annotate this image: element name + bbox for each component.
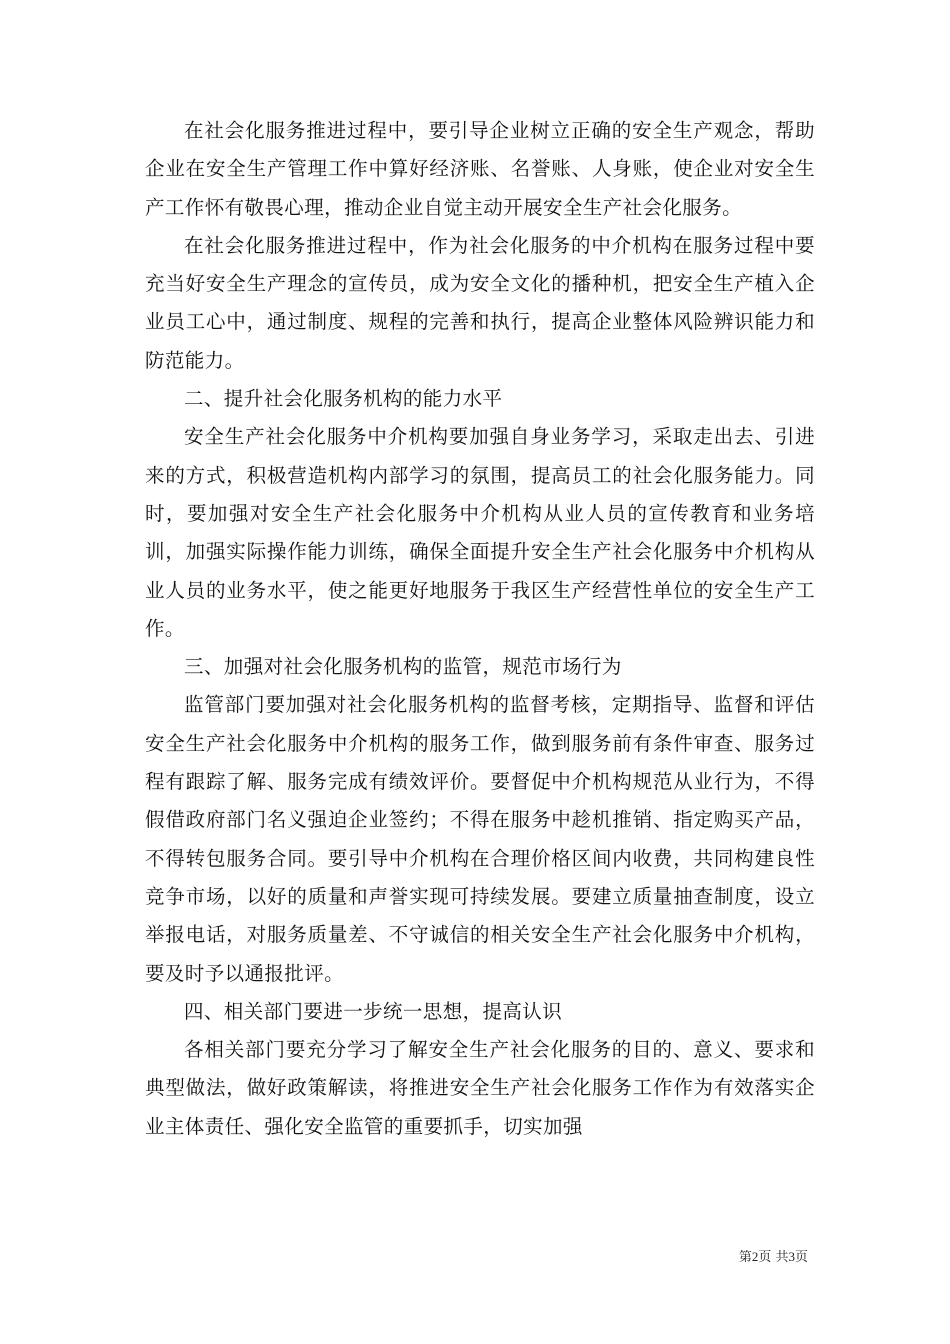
document-body <box>145 112 815 1212</box>
footer-suffix: 页 <box>794 1250 808 1265</box>
total-pages-number: 3 <box>788 1249 795 1264</box>
paragraph: 在社会化服务推进过程中，作为社会化服务的中介机构在服务过程中要充当好安全生产理念的宣传员，成为安全文化的播种机，把安全生产植入企业员工心中，通过制度、规程的完善和执行，提高企业整体风险辨识能力和防范能力。 <box>145 233 815 372</box>
paragraph: 在社会化服务推进过程中，要引导企业树立正确的安全生产观念，帮助企业在安全生产管理工作中算好经济账、名誉账、人身账，使企业对安全生产工作怀有敬畏心理，推动企业自觉主动开展安全生产社会化服务。 <box>145 119 815 219</box>
paragraph: 安全生产社会化服务中介机构要加强自身业务学习，采取走出去、引进来的方式，积极营造机构内部学习的氛围，提高员工的社会化服务能力。同时，要加强对安全生产社会化服务中介机构从业人员的宣传教育和业务培训，加强实际操作能力训练，确保全面提升安全生产社会化服务中介机构从业人员的业务水平，使之能更好地服务于我区生产经营性单位的安全生产工作。 <box>145 425 815 640</box>
section-heading: 四、相关部门要进一步统一思想，提高认识 <box>184 999 563 1023</box>
footer-middle: 页 共 <box>758 1250 789 1265</box>
page-number-footer <box>739 1246 808 1265</box>
paragraph: 监管部门要加强对社会化服务机构的监督考核，定期指导、监督和评估安全生产社会化服务中介机构的服务工作，做到服务前有条件审查、服务过程有跟踪了解、服务完成有绩效评价。要督促中介机构规范从业行为，不得假借政府部门名义强迫企业签约；不得在服务中趁机推销、指定购买产品，不得转包服务合同。要引导中介机构在合理价格区间内收费，共同构建良性竞争市场，以好的质量和声誉实现可持续发展。要建立质量抽查制度，设立举报电话，对服务质量差、不守诚信的相关安全生产社会化服务中介机构，要及时予以通报批评。 <box>145 693 815 985</box>
footer-prefix: 第 <box>738 1250 752 1265</box>
paragraph: 各相关部门要充分学习了解安全生产社会化服务的目的、意义、要求和典型做法，做好政策解读，将推进安全生产社会化服务工作作为有效落实企业主体责任、强化安全监管的重要抓手，切实加强 <box>145 1038 815 1138</box>
section-heading: 二、提升社会化服务机构的能力水平 <box>184 387 503 411</box>
section-heading: 三、加强对社会化服务机构的监管，规范市场行为 <box>184 655 622 679</box>
current-page-number: 2 <box>751 1249 759 1264</box>
